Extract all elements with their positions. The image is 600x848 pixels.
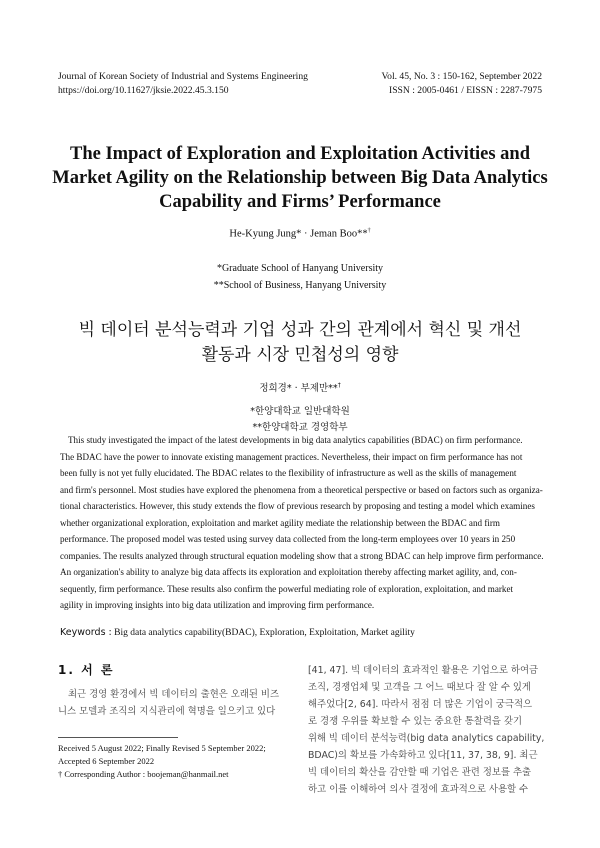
corresponding-author: Corresponding Author : boojeman@hanmail.net	[64, 769, 229, 779]
footnote-corresponding	[58, 768, 266, 781]
body-line: 니스 모델과 조직의 지식관리에 혁명을 일으키고 있다	[58, 706, 276, 717]
issn-line: ISSN : 2005-0461 / EISSN : 2287-7975	[389, 85, 542, 96]
body-line: 최근 경영 환경에서 빅 데이터의 출현은 오래된 비즈	[68, 689, 280, 700]
affiliation: **School of Business, Hanyang University	[213, 280, 387, 291]
doi-link[interactable]: https://doi.org/10.11627/jksie.2022.45.3.150	[58, 85, 229, 96]
corresponding-mark: †	[367, 228, 371, 234]
abstract-line: This study investigated the impact of the latest developments in big data analytics capabilities (BDAC) on firm performance.	[68, 435, 523, 445]
korean-affiliation: *한양대학교 일반대학원	[250, 406, 350, 417]
affiliation: *Graduate School of Hanyang University	[216, 263, 384, 274]
korean-author-line	[0, 380, 600, 394]
korean-affiliation: **한양대학교 경영학부	[252, 422, 348, 433]
abstract-line: companies. The results analyzed through structural equation modeling show that a strong BDAC can help improve firm performance.	[60, 550, 544, 561]
keywords	[60, 627, 415, 638]
abstract-line: been fully is not yet fully elucidated. The BDAC relates to the flexibility of infrastructure as well as the skills of management	[60, 468, 517, 478]
right-column	[308, 662, 544, 798]
title-line: Capability and Firms’ Performance	[159, 192, 441, 212]
journal-name: Journal of Korean Society of Industrial and Systems Engineering	[58, 71, 308, 82]
abstract-line: An organization's ability to analyze big data affects its exploration and exploitation thereby affecting market agility, and, con-	[60, 567, 517, 577]
footnote-divider	[58, 737, 178, 738]
affiliations	[0, 260, 600, 294]
corresponding-mark: †	[337, 381, 341, 389]
footnote-mark: †	[58, 769, 63, 779]
body-line: 하고 이를 이해하여 의사 결정에 효과적으로 사용할 수	[308, 784, 529, 795]
korean-title	[40, 318, 560, 368]
keywords-label: Keywords :	[60, 627, 112, 638]
title-line: The Impact of Exploration and Exploitation Activities and	[70, 144, 530, 164]
abstract	[60, 432, 543, 614]
abstract-line: sequently, firm performance. These results also confirm the powerful mediating role of exploration, exploitation, and market	[60, 583, 514, 594]
body-line: 위해 빅 데이터 분석능력(big data analytics capability,	[308, 733, 545, 744]
journal-header	[58, 70, 308, 98]
body-line: 해주었다[2, 64]. 따라서 점점 더 많은 기업이 궁극적으	[308, 699, 533, 710]
korean-title-line: 빅 데이터 분석능력과 기업 성과 간의 관계에서 혁신 및 개선	[78, 320, 522, 340]
author-line	[0, 228, 600, 240]
korean-title-line: 활동과 시장 민첩성의 영향	[201, 345, 399, 365]
paper-title	[40, 142, 560, 214]
body-line: 빅 데이터의 확산을 감안할 때 기업은 관련 정보를 추출	[308, 767, 532, 778]
abstract-line: whether organizational exploration, exploitation and market agility mediate the relationship between the BDAC and firm	[60, 517, 500, 528]
abstract-line: performance. The proposed model was tested using survey data collected from the long-term employees over 10 years in 250	[60, 534, 516, 544]
abstract-line: The BDAC have the power to innovate existing management practices. Nevertheless, their impact on firm performance has not	[60, 451, 523, 462]
abstract-line: and firm's personnel. Most studies have explored the phenomena from a theoretical perspective or based on factors such as organiza-	[60, 484, 543, 495]
section-heading: 1. 서 론	[58, 663, 115, 677]
left-column	[58, 686, 298, 720]
footnote-accepted: Accepted 6 September 2022	[58, 756, 155, 766]
footnotes	[58, 742, 266, 781]
volume-line: Vol. 45, No. 3 : 150-162, September 2022	[381, 71, 542, 82]
body-line: 로 경쟁 우위를 확보할 수 있는 중요한 통찰력을 갖기	[308, 716, 523, 727]
keywords-list: Big data analytics capability(BDAC), Exploration, Exploitation, Market agility	[114, 628, 415, 638]
body-line: 조직, 경쟁업체 및 고객을 그 어느 때보다 잘 알 수 있게	[308, 682, 531, 693]
abstract-line: agility in improving insights into big data utilization and improving firm performance.	[60, 600, 375, 610]
body-line: BDAC)의 확보를 가속화하고 있다[11, 37, 38, 9]. 최근	[308, 750, 538, 761]
footnote-received: Received 5 August 2022; Finally Revised 5 September 2022;	[58, 743, 266, 753]
abstract-line: tional characteristics. However, this study extends the flow of previous research by proposing and testing a model which examines	[60, 501, 535, 511]
body-line: [41, 47]. 빅 데이터의 효과적인 활용은 기업으로 하여금	[308, 665, 539, 676]
title-line: Market Agility on the Relationship between Big Data Analytics	[52, 168, 548, 188]
volume-info	[381, 70, 542, 98]
korean-authors: 정희경* · 부제만**	[259, 383, 338, 394]
authors: He-Kyung Jung* · Jeman Boo**	[229, 228, 368, 240]
